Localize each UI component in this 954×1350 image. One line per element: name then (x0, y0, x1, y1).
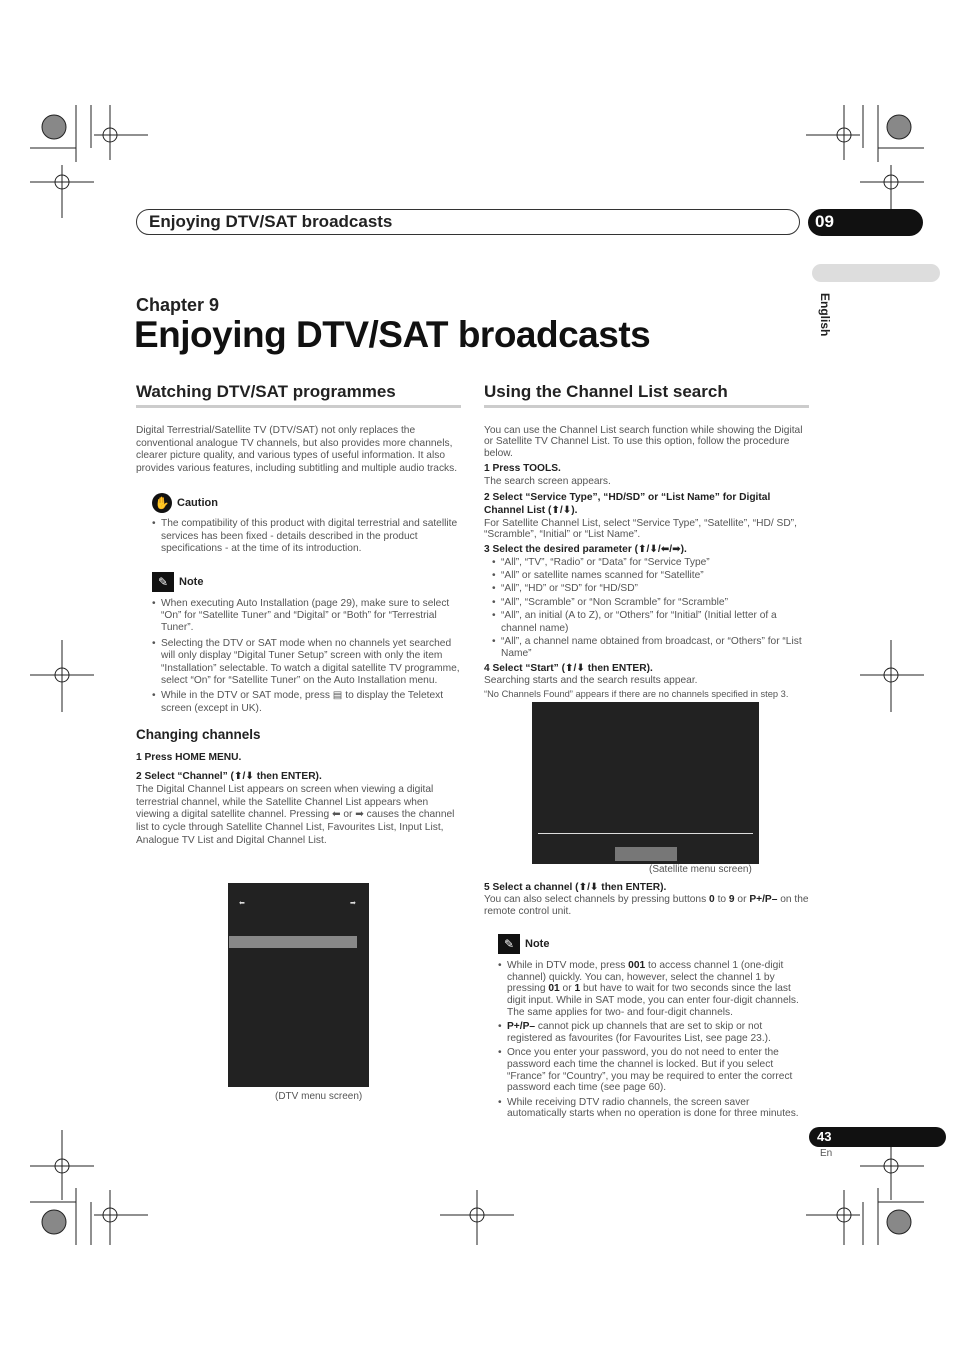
note-label: Note (525, 938, 550, 951)
search-step-2-desc: For Satellite Channel List, select “Service Type”, “Satellite”, “HD/ SD”, “Scramble”, “Initial” or “List Name”. (484, 517, 797, 541)
page-number-tab (809, 1127, 946, 1147)
search-step-5: 5 Select a channel (⬆/⬇ then ENTER). (484, 882, 667, 893)
updown-icon: ⬆/⬇ (564, 662, 585, 674)
right-note-block (484, 934, 809, 1120)
updown-icon: ⬆/⬇ (578, 882, 599, 893)
header-title: Enjoying DTV/SAT broadcasts (149, 212, 393, 231)
right-column (484, 382, 809, 699)
screen-highlight-row (229, 936, 357, 948)
chapter-label: Chapter 9 (136, 295, 220, 315)
search-step-1-desc: The search screen appears. (484, 476, 611, 488)
teletext-icon: ▤ (332, 690, 343, 702)
left-arrow-icon: ⬅ (331, 809, 341, 821)
left-column (136, 382, 461, 847)
note-block (136, 572, 461, 716)
parameter-item: • “All”, a channel name obtained from broadcast, or “Others” for “List Name” (492, 636, 809, 661)
chapter-tab (808, 209, 923, 236)
section-heading-watching: Watching DTV/SAT programmes (136, 382, 461, 408)
page-language: En (820, 1148, 833, 1159)
satellite-menu-screen (532, 702, 759, 864)
step-2-description: The Digital Channel List appears on screen when viewing a digital terrestrial channel, while the Satellite Channel List appears when viewing a digital satellite channel. Pressing ⬅ or ➡ causes the channel list to cycle through Satellite Channel List, Favourites List, Input List, Analogue TV List and Digital Channel List. (136, 784, 455, 846)
dtv-menu-caption: (DTV menu screen) (275, 1091, 363, 1102)
language-label: English (818, 293, 832, 337)
caution-label: Caution (177, 497, 218, 510)
caution-item: • The compatibility of this product with digital terrestrial and satellite services has been fixed - details described in the product specifications - at the time of its introduction. (152, 518, 461, 555)
screen-left-arrow-icon: ⬅ (239, 900, 245, 907)
header-bar (136, 209, 800, 235)
note-item: • P+/P– cannot pick up channels that are set to skip or not registered as favourites (for Favourites List, see page 23.). (498, 1021, 809, 1044)
caution-icon: ✋ (152, 493, 172, 513)
step-2: 2 Select “Channel” (⬆/⬇ then ENTER). (136, 771, 322, 783)
caution-block (136, 493, 461, 555)
parameter-list (484, 557, 809, 661)
chapter-title: Enjoying DTV/SAT broadcasts (134, 314, 651, 355)
search-step-4: 4 Select “Start” (⬆/⬇ then ENTER). (484, 662, 653, 674)
parameter-item: • “All”, “Scramble” or “Non Scramble” for “Scramble” (492, 597, 809, 609)
note-item: • While in the DTV or SAT mode, press ▤ to display the Teletext screen (except in UK). (152, 690, 461, 715)
dtv-menu-screen (228, 883, 369, 1087)
search-step-2: 2 Select “Service Type”, “HD/SD” or “List Name” for Digital Channel List (⬆/⬇). (484, 491, 771, 516)
updown-icon: ⬆/⬇ (551, 504, 572, 516)
step-1: 1 Press HOME MENU. (136, 752, 242, 764)
satellite-menu-caption: (Satellite menu screen) (649, 864, 752, 875)
parameter-item: • “All”, “HD” or “SD” for “HD/SD” (492, 583, 809, 595)
search-step-3: 3 Select the desired parameter (⬆/⬇/⬅/➡). (484, 543, 687, 555)
note-item: • Selecting the DTV or SAT mode when no channels yet searched will only display “Digital Tuner Setup” screen with only the item “Installation” selectable. To watch a digital satellite TV programme, select “On” for “Satellite Tuner” on the Auto Installation menu. (152, 638, 461, 688)
search-step-4-desc: Searching starts and the search results appear. (484, 674, 698, 686)
subheading-changing-channels: Changing channels (136, 727, 261, 743)
fourway-icon: ⬆/⬇/⬅/➡ (638, 543, 681, 555)
search-step-5-desc: You can also select channels by pressing buttons 0 to 9 or P+/P– on the remote control unit. (484, 894, 809, 917)
right-arrow-icon: ➡ (355, 809, 364, 821)
screen-right-arrow-icon: ➡ (350, 900, 356, 907)
parameter-item: • “All”, an initial (A to Z), or “Others” for “Initial” (Initial letter of a channel name) (492, 610, 809, 635)
note-label: Note (179, 575, 204, 588)
note-icon: ✎ (498, 934, 520, 954)
note-item: • Once you enter your password, you do not need to enter the password each time the channel is locked. But if you select “France” for “Country”, you may be required to enter the correct password each time (see page 60). (498, 1047, 809, 1093)
parameter-item: • “All” or satellite names scanned for “Satellite” (492, 570, 809, 582)
search-step-4-note: “No Channels Found” appears if there are no channels specified in step 3. (484, 689, 789, 700)
parameter-item: • “All”, “TV”, “Radio” or “Data” for “Service Type” (492, 557, 809, 569)
screen-divider (538, 833, 753, 834)
page-number: 43 (817, 1129, 832, 1144)
updown-icon: ⬆/⬇ (233, 771, 254, 783)
search-intro: You can use the Channel List search function while showing the Digital or Satellite TV Channel List. To use this option, follow the procedure below. (484, 425, 803, 459)
chapter-tab-number: 09 (815, 212, 834, 231)
note-item: • While receiving DTV radio channels, the screen saver automatically starts when no operation is done for three minutes. (498, 1097, 809, 1120)
screen-start-button (615, 847, 677, 861)
right-column-lower (484, 882, 809, 1123)
note-item: • While in DTV mode, press 001 to access channel 1 (one-digit channel) quickly. You can, however, select the channel 1 by pressing 01 or 1 but have to wait for two seconds since the last digit input. While in SAT mode, you can enter four-digit channels. The same applies for two- and four-digit channels. (498, 960, 809, 1018)
language-tab (812, 264, 940, 282)
note-item: • When executing Auto Installation (page 29), make sure to select “On” for “Satellite Tuner” and “Digital” or “Both” for “Terrestrial Tuner”. (152, 598, 461, 635)
note-icon: ✎ (152, 572, 174, 592)
watching-intro: Digital Terrestrial/Satellite TV (DTV/SAT) not only replaces the conventional analogue TV channels, but also provides more channels, clearer picture quality, and various types of useful information. It also provides various features, including subtitling and multiple audio tracks. (136, 425, 458, 474)
search-step-1: 1 Press TOOLS. (484, 463, 561, 475)
section-heading-channel-search: Using the Channel List search (484, 382, 809, 408)
